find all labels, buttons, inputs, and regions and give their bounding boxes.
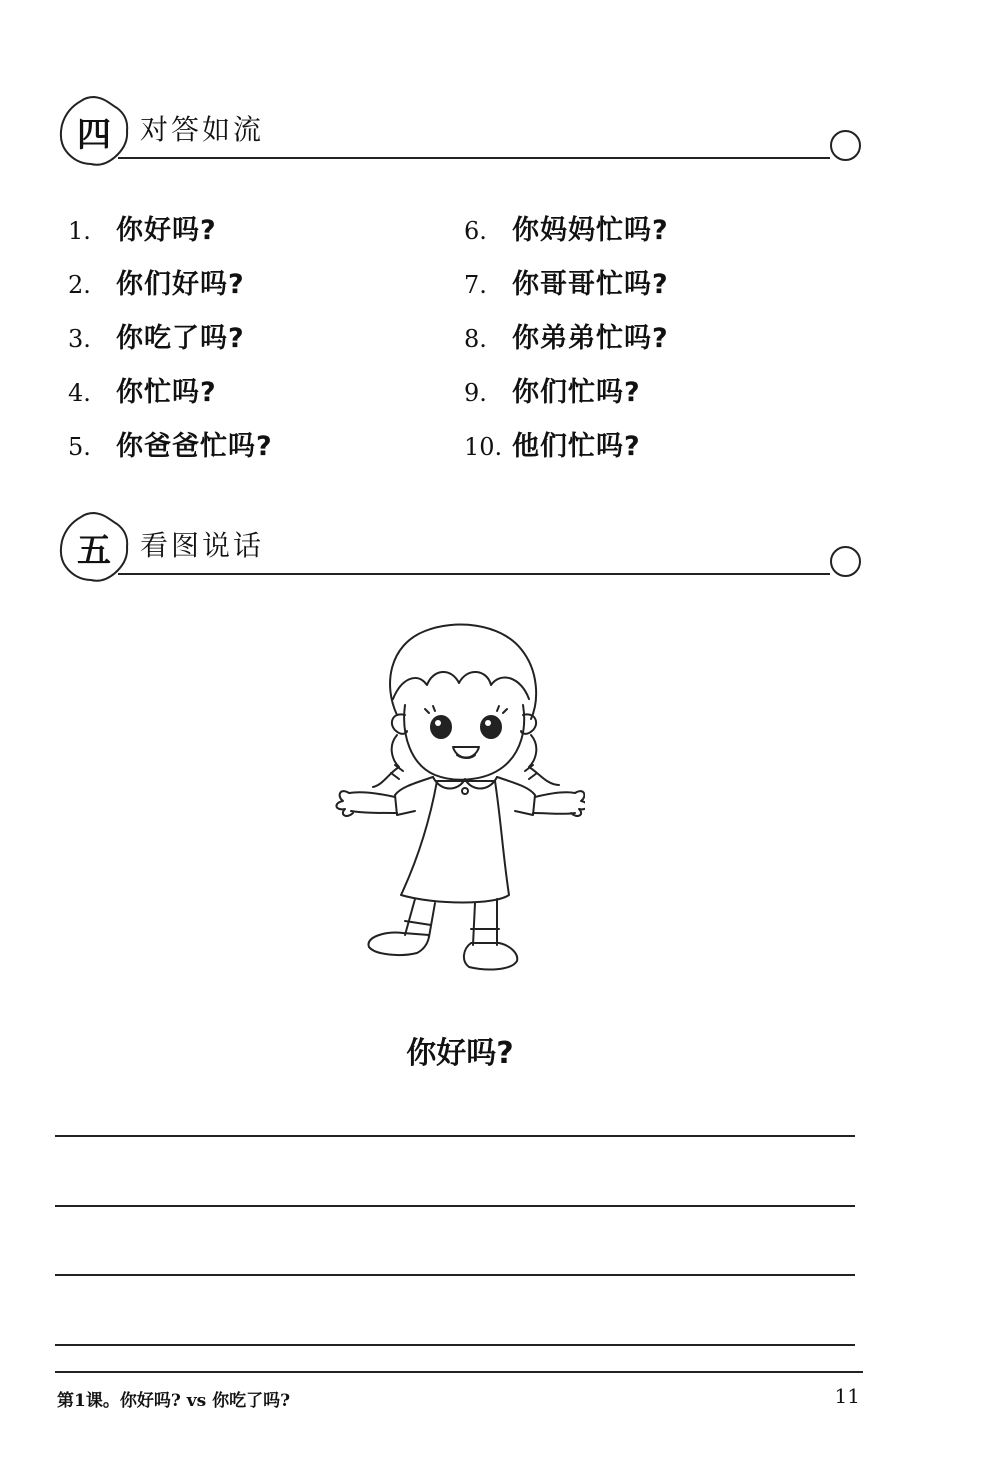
question-text: 你吃了吗? bbox=[116, 323, 245, 354]
question-text: 你哥哥忙吗? bbox=[512, 269, 669, 300]
question-item bbox=[464, 424, 641, 463]
question-number: 3. bbox=[68, 325, 91, 353]
section5-end-circle bbox=[830, 546, 861, 577]
writing-line bbox=[55, 1135, 855, 1137]
question-item bbox=[68, 424, 273, 463]
section5-badge-char: 五 bbox=[77, 530, 111, 571]
footer-rule bbox=[55, 1371, 863, 1373]
section4-rule bbox=[118, 157, 830, 159]
section4-badge-char: 四 bbox=[77, 114, 111, 155]
question-number: 8. bbox=[464, 325, 487, 353]
question-item bbox=[68, 208, 217, 247]
girl-illustration bbox=[325, 615, 585, 980]
question-item bbox=[464, 262, 669, 301]
question-number: 9. bbox=[464, 379, 487, 407]
writing-line bbox=[55, 1344, 855, 1346]
illustration-caption: 你好吗? bbox=[406, 1036, 514, 1071]
question-number: 1. bbox=[68, 217, 91, 245]
question-text: 他们忙吗? bbox=[512, 431, 641, 462]
question-number: 2. bbox=[68, 271, 91, 299]
question-item bbox=[464, 370, 641, 409]
section5-title: 看图说话 bbox=[140, 529, 265, 562]
section4-title: 对答如流 bbox=[140, 113, 265, 146]
question-text: 你弟弟忙吗? bbox=[512, 323, 669, 354]
writing-line bbox=[55, 1274, 855, 1276]
question-text: 你忙吗? bbox=[116, 377, 217, 408]
page-number: 11 bbox=[834, 1384, 860, 1408]
question-text: 你们好吗? bbox=[116, 269, 245, 300]
footer-lesson-title: 第1课。你好吗? vs 你吃了吗? bbox=[57, 1391, 291, 1411]
question-number: 7. bbox=[464, 271, 487, 299]
question-number: 5. bbox=[68, 433, 91, 461]
question-number: 6. bbox=[464, 217, 487, 245]
question-text: 你爸爸忙吗? bbox=[116, 431, 273, 462]
section5-rule bbox=[118, 573, 830, 575]
question-text: 你们忙吗? bbox=[512, 377, 641, 408]
question-number: 4. bbox=[68, 379, 91, 407]
question-item bbox=[68, 370, 217, 409]
question-item bbox=[464, 208, 669, 247]
question-text: 你妈妈忙吗? bbox=[512, 215, 669, 246]
question-item bbox=[68, 316, 245, 355]
question-text: 你好吗? bbox=[116, 215, 217, 246]
section4-end-circle bbox=[830, 130, 861, 161]
question-number: 10. bbox=[464, 433, 503, 461]
question-item bbox=[68, 262, 245, 301]
writing-line bbox=[55, 1205, 855, 1207]
question-item bbox=[464, 316, 669, 355]
